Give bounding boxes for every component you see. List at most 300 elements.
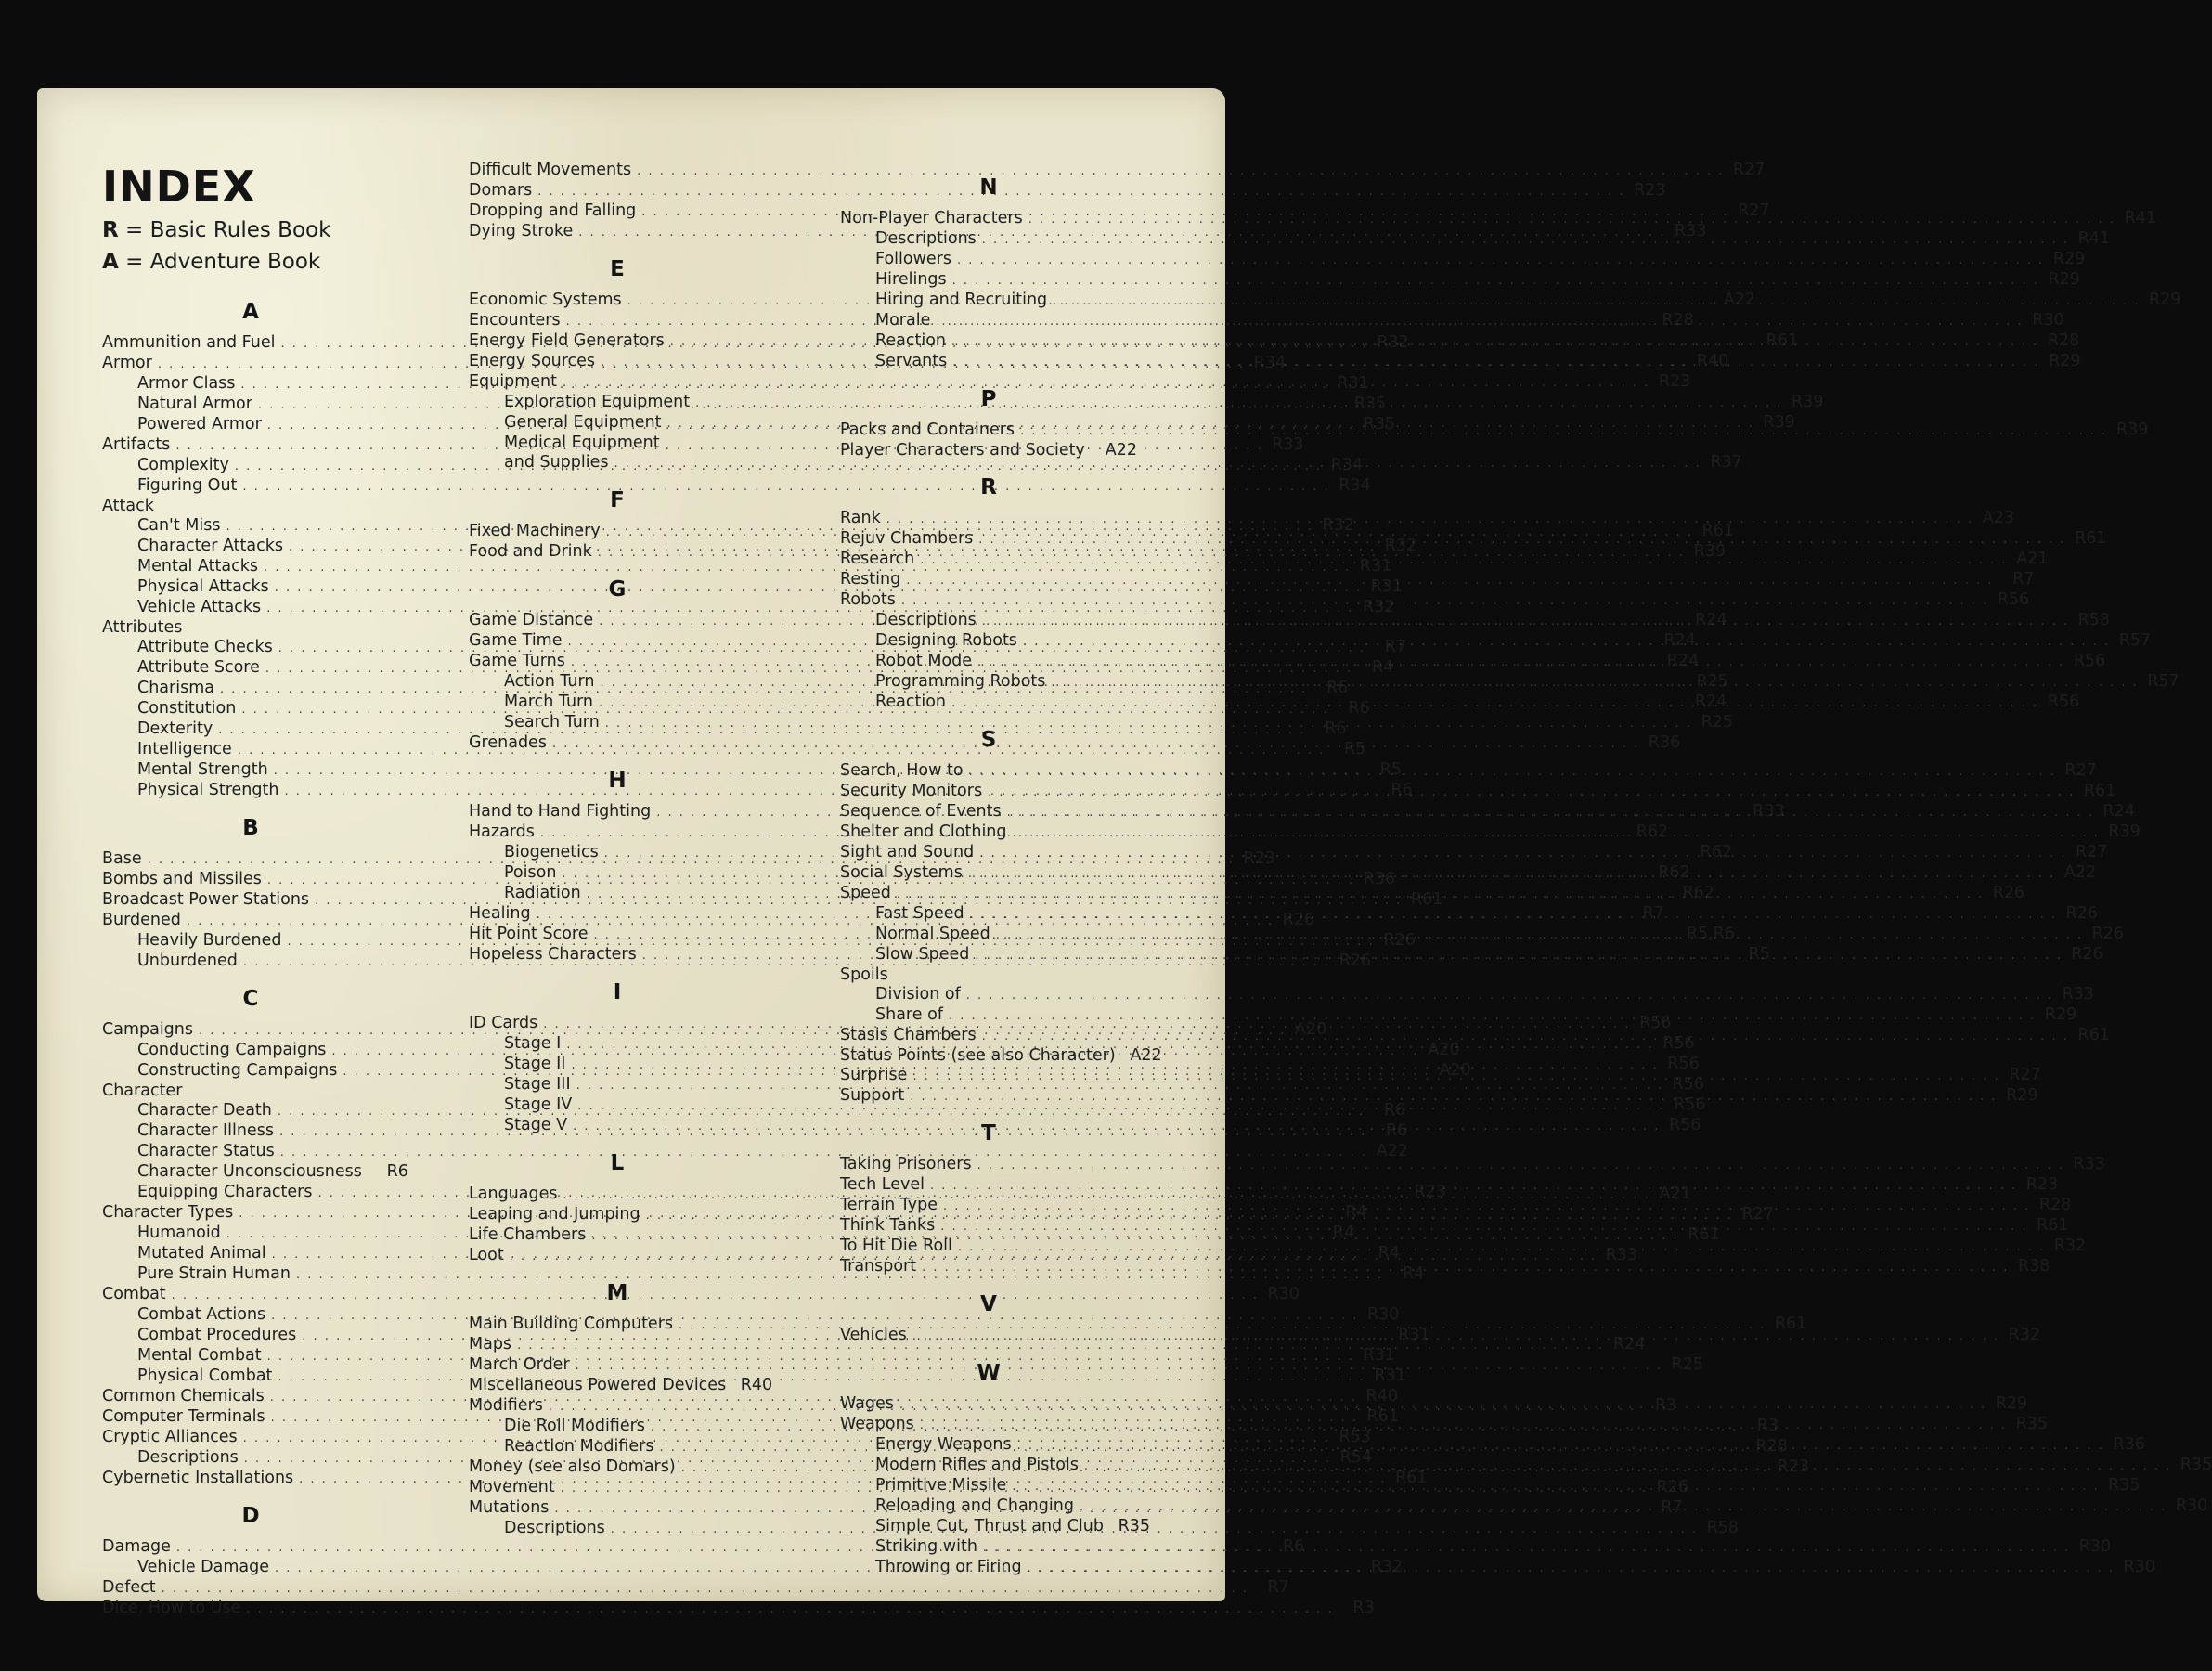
- page-reference: R30: [1367, 1305, 1400, 1324]
- page-reference: R24: [1663, 631, 1696, 650]
- entry-term: Energy Sources: [469, 352, 596, 370]
- entry-term: Natural Armor: [137, 395, 252, 413]
- page-reference: R32: [1362, 598, 1395, 616]
- page-reference: R35: [1363, 415, 1396, 434]
- entry-term: Character Unconsciousness: [137, 1162, 362, 1181]
- entry-term: Reaction: [875, 331, 947, 350]
- section-letter: B: [242, 816, 259, 840]
- dot-leader: [969, 762, 2056, 782]
- page-reference: R6: [1325, 719, 1347, 738]
- dot-leader: [940, 1217, 2027, 1237]
- page-reference: R41: [2124, 209, 2157, 227]
- index-subentry: [840, 250, 2086, 270]
- dot-leader: [1012, 1477, 2099, 1496]
- dot-leader: [951, 693, 2038, 713]
- dot-leader: [912, 1067, 1999, 1086]
- entry-term: Loot: [469, 1246, 504, 1264]
- entry-term: Mental Attacks: [137, 557, 258, 576]
- entry-term: Energy Weapons: [875, 1435, 1012, 1454]
- page-reference: R57: [2147, 672, 2180, 691]
- entry-term: Transport: [840, 1257, 917, 1276]
- page-reference: R6: [1383, 1101, 1406, 1120]
- entry-term: Food and Drink: [469, 542, 592, 561]
- dot-leader: [920, 1416, 2007, 1435]
- entry-term: Hirelings: [875, 270, 947, 289]
- dot-leader: [614, 454, 1701, 473]
- entry-term: Hazards: [469, 823, 535, 841]
- entry-term: Hopeless Characters: [469, 945, 637, 964]
- entry-term: Armor Class: [137, 374, 236, 393]
- entry-term: Surprise: [840, 1066, 908, 1084]
- page-reference: R25: [1696, 672, 1728, 691]
- section-letter: L: [610, 1151, 625, 1175]
- entry-term: Domars: [469, 181, 533, 200]
- entry-term: Packs and Containers: [840, 421, 1015, 439]
- dot-leader: [957, 251, 2044, 270]
- page-reference: R7: [2012, 570, 2035, 589]
- entry-term: Designing Robots: [875, 631, 1017, 650]
- dot-leader: [977, 1156, 2064, 1175]
- entry-term: Intelligence: [137, 740, 232, 758]
- entry-term: March Turn: [504, 693, 594, 711]
- page-reference: R28: [2038, 1196, 2072, 1214]
- entry-term: Pure Strain Human: [137, 1264, 291, 1283]
- entry-term: Game Time: [469, 631, 563, 650]
- entry-term: Stage IV: [504, 1095, 573, 1114]
- dot-leader: [1020, 421, 2107, 441]
- section-letter: H: [608, 769, 627, 793]
- page-reference: R24: [1612, 1335, 1646, 1354]
- page-reference: R61: [2083, 782, 2116, 800]
- entry-term: Morale: [875, 311, 931, 330]
- entry-term: Search, How to: [840, 761, 964, 780]
- page-reference: R32: [2008, 1326, 2040, 1344]
- dot-leader: [242, 477, 1329, 497]
- entry-term: Non-Player Characters: [840, 209, 1023, 227]
- entry-term: Research: [840, 550, 915, 568]
- entry-term: Simple Cut, Thrust and Club: [875, 1517, 1104, 1535]
- entry-term: Combat Actions: [137, 1305, 266, 1324]
- page-reference: R61: [1410, 890, 1443, 909]
- entry-term: Stage II: [504, 1055, 566, 1073]
- entry-term: Reaction Modifiers: [504, 1437, 654, 1456]
- dot-leader: [936, 312, 2023, 331]
- page-reference: R62: [1636, 823, 1669, 841]
- dot-leader: [246, 1600, 1333, 1619]
- dot-leader: [979, 844, 2066, 863]
- page-reference: R30: [2123, 1558, 2155, 1576]
- dot-leader: [970, 905, 2057, 925]
- page-reference: A22: [1723, 291, 1755, 309]
- page-reference: R29: [2044, 1005, 2077, 1024]
- page-reference: R61: [1766, 331, 1799, 350]
- section-letter: V: [980, 1292, 997, 1316]
- page-reference: A22: [1105, 441, 1137, 460]
- entry-term: Player Characters and Society: [840, 441, 1085, 460]
- page-reference: R4: [1378, 1244, 1400, 1263]
- index-entry: [469, 1376, 773, 1396]
- section-letter: A: [242, 300, 259, 324]
- page-reference: R24: [2102, 802, 2135, 821]
- page-reference: R23: [1243, 849, 1275, 868]
- section-letter: T: [981, 1121, 996, 1146]
- entry-term: Healing: [469, 904, 531, 923]
- entry-term: Dropping and Falling: [469, 201, 637, 220]
- entry-term: Poison: [504, 863, 557, 882]
- entry-term: Rank: [840, 509, 881, 527]
- entry-term: Attribute Score: [137, 658, 260, 677]
- index-subentry: [102, 476, 1371, 497]
- page-reference: R56: [1997, 590, 2030, 609]
- entry-term: Vehicle Damage: [137, 1558, 269, 1576]
- page-reference: R39: [2108, 823, 2141, 841]
- page-reference: R32: [1384, 537, 1417, 555]
- entry-term: Descriptions: [137, 1448, 239, 1467]
- entry-term: Unburdened: [137, 952, 238, 970]
- page-reference: A20: [1428, 1041, 1460, 1059]
- legend-adventure-book: [102, 246, 399, 278]
- entry-term: Exploration Equipment: [504, 393, 691, 411]
- dot-leader: [899, 1395, 1986, 1415]
- entry-term: Dexterity: [137, 719, 213, 738]
- entry-term: Money (see also Domars): [469, 1457, 676, 1476]
- entry-term: Ammunition and Fuel: [102, 333, 276, 352]
- page-reference: R4: [1402, 1264, 1425, 1283]
- entry-term: Division of: [875, 985, 961, 1004]
- page-reference: R7: [1384, 638, 1407, 656]
- entry-term: Status Points (see also Character): [840, 1046, 1116, 1065]
- dot-leader: [996, 926, 2083, 945]
- entry-term: Hand to Hand Fighting: [469, 802, 652, 821]
- entry-term: Can't Miss: [137, 516, 221, 535]
- entry-term: Robots: [840, 590, 896, 609]
- page-reference: R26: [1992, 884, 2025, 902]
- page-reference: R37: [1710, 453, 1742, 472]
- entry-term: Social Systems: [840, 863, 963, 882]
- page-reference: R5: [1379, 760, 1402, 779]
- entry-term: Character: [102, 1082, 183, 1100]
- dot-leader: [966, 986, 2053, 1005]
- page-reference: R61: [1688, 1225, 1720, 1244]
- dot-leader: [958, 1237, 2045, 1257]
- entry-term: Servants: [875, 352, 948, 370]
- entry-term: Stage III: [504, 1075, 571, 1094]
- dot-leader: [920, 551, 2007, 570]
- entry-term: Constructing Campaigns: [137, 1061, 338, 1080]
- page-reference: R33: [1675, 222, 1707, 240]
- page-reference: R56: [1667, 1055, 1700, 1073]
- index-page: [37, 88, 2212, 1617]
- dot-leader: [949, 1006, 2036, 1026]
- page-reference: A20: [1295, 1020, 1327, 1039]
- page-reference: R33: [1753, 802, 1785, 821]
- entry-term: Cryptic Alliances: [102, 1428, 238, 1446]
- index-header: [102, 162, 399, 278]
- entry-term: Campaigns: [102, 1020, 194, 1039]
- dot-leader: [951, 332, 2038, 352]
- page-reference: R34: [1330, 456, 1364, 474]
- entry-term: Sequence of Events: [840, 802, 1002, 821]
- entry-term: Spoils: [840, 965, 888, 984]
- entry-term: Slow Speed: [875, 945, 970, 964]
- entry-term: Normal Speed: [875, 925, 990, 943]
- dot-leader: [943, 1197, 2030, 1216]
- page-reference: R4: [1345, 1203, 1367, 1222]
- page-reference: R56: [1674, 1095, 1706, 1114]
- entry-term: Die Roll Modifiers: [504, 1417, 645, 1435]
- page-reference: R32: [1322, 516, 1354, 535]
- entry-term: Common Chemicals: [102, 1387, 265, 1405]
- page-reference: R27: [1738, 201, 1770, 220]
- dot-leader: [1013, 823, 2100, 843]
- dot-leader: [930, 1176, 2017, 1196]
- page-reference: R62: [1658, 863, 1690, 882]
- page-reference: R56: [2073, 652, 2106, 670]
- page-reference: R7: [1642, 904, 1664, 923]
- dot-leader: [952, 271, 2039, 291]
- entry-term: Primitive Missile: [875, 1476, 1007, 1495]
- entry-term: Mutations: [469, 1498, 550, 1517]
- entry-term: Tech Level: [840, 1175, 925, 1194]
- entry-term: Constitution: [137, 699, 237, 718]
- page-reference: R35: [2180, 1456, 2212, 1474]
- page-reference: R6: [1385, 1121, 1408, 1140]
- entry-term: Reaction: [875, 693, 947, 711]
- entry-term: Hit Point Score: [469, 925, 589, 943]
- entry-term: Mental Combat: [137, 1346, 262, 1365]
- index-entry: [102, 497, 399, 516]
- page-reference: R35: [2015, 1415, 2049, 1433]
- page-reference: R27: [1741, 1205, 1774, 1224]
- page-reference: A21: [1659, 1185, 1691, 1203]
- entry-term: Character Illness: [137, 1121, 274, 1140]
- entry-term: Programming Robots: [875, 672, 1046, 691]
- entry-term: Miscellaneous Powered Devices: [469, 1376, 727, 1394]
- entry-term: Stasis Chambers: [840, 1026, 977, 1044]
- entry-term: Radiation: [504, 884, 581, 902]
- entry-term: Economic Systems: [469, 291, 622, 309]
- index-entry: [102, 1599, 1375, 1619]
- dot-leader: [1028, 210, 2115, 229]
- page-reference: R25: [1671, 1355, 1703, 1374]
- page-reference: R25: [1701, 713, 1734, 732]
- entry-term: Reloading and Changing: [875, 1496, 1074, 1515]
- entry-term: Bombs and Missiles: [102, 870, 262, 888]
- entry-term: Attributes: [102, 618, 183, 637]
- dot-leader: [912, 1327, 1999, 1346]
- page-reference: R34: [1253, 354, 1287, 372]
- page-reference: R29: [2052, 250, 2086, 268]
- dot-leader: [922, 1258, 2009, 1277]
- page-reference: R30: [2032, 311, 2064, 330]
- entry-term: Humanoid: [137, 1224, 221, 1242]
- dot-leader: [983, 1538, 2070, 1558]
- entry-term: Heavily Burdened: [137, 931, 282, 950]
- entry-term: Mental Strength: [137, 760, 268, 779]
- page-reference: R57: [2118, 631, 2152, 650]
- index-subentry: [840, 270, 2080, 291]
- entry-term: Physical Combat: [137, 1367, 273, 1385]
- page-reference: R7: [1661, 1498, 1683, 1517]
- page-reference: A22: [1376, 1142, 1409, 1160]
- page-reference: R27: [1732, 161, 1766, 179]
- dot-leader: [988, 783, 2075, 802]
- dot-leader: [637, 162, 1724, 181]
- page-reference: R56: [2047, 693, 2080, 711]
- page-title: INDEX: [102, 162, 256, 212]
- index-subentry: [840, 985, 2095, 1005]
- entry-term: Hiring and Recruiting: [875, 291, 1048, 309]
- page-reference: R31: [1370, 577, 1404, 596]
- page-reference: A22: [2063, 863, 2097, 882]
- page-reference: R39: [1693, 542, 1727, 561]
- entry-term: Broadcast Power Stations: [102, 890, 310, 909]
- page-reference: R40: [1696, 352, 1729, 370]
- page-reference: R26: [1656, 1478, 1688, 1496]
- page-reference: R30: [2175, 1496, 2208, 1515]
- page-reference: R3: [1352, 1599, 1375, 1617]
- section-letter: E: [610, 257, 625, 281]
- page-reference: R26: [2071, 945, 2103, 964]
- page-reference: R23: [2025, 1175, 2059, 1194]
- index-entry: [469, 161, 1766, 181]
- page-reference: R27: [2076, 843, 2108, 861]
- entry-term: Speed: [840, 884, 891, 902]
- page-reference: R31: [1337, 374, 1369, 393]
- entry-term: Throwing or Firing: [875, 1558, 1022, 1576]
- index-subentry: [469, 434, 766, 453]
- page-reference: R23: [1658, 372, 1691, 391]
- entry-term: Charisma: [137, 679, 214, 697]
- page-reference: R34: [1339, 476, 1371, 495]
- section-letter: C: [242, 987, 259, 1011]
- page-reference: R4: [1371, 658, 1394, 677]
- page-reference: R56: [1662, 1034, 1695, 1053]
- index-entry: [840, 1046, 1162, 1066]
- entry-term: Descriptions: [504, 1519, 605, 1537]
- entry-term: Leaping and Jumping: [469, 1205, 640, 1224]
- page-reference: R6: [386, 1162, 408, 1181]
- entry-term: Support: [840, 1086, 905, 1105]
- entry-term: Cybernetic Installations: [102, 1469, 294, 1487]
- entry-term: Sight and Sound: [840, 843, 975, 861]
- page-reference: R61: [2075, 529, 2107, 548]
- page-reference: A21: [2016, 550, 2049, 568]
- page-reference: R23: [1634, 181, 1666, 200]
- page-reference: R3: [1756, 1417, 1779, 1435]
- dot-leader: [1051, 673, 2138, 693]
- entry-term: Wages: [840, 1394, 894, 1413]
- entry-term: Movement: [469, 1478, 555, 1496]
- dot-leader: [901, 591, 1988, 611]
- page-reference: R53: [1339, 1428, 1371, 1446]
- entry-term: Damage: [102, 1537, 171, 1556]
- entry-term: Action Turn: [504, 672, 595, 691]
- page-reference: R39: [1763, 413, 1795, 432]
- page-reference: R7: [1267, 1578, 1289, 1597]
- page-reference: R35: [1118, 1517, 1150, 1535]
- entry-term: Followers: [875, 250, 951, 268]
- dot-leader: [886, 510, 1973, 529]
- entry-term: Rejuv Chambers: [840, 529, 974, 548]
- index-entry: [102, 1285, 1300, 1305]
- page-reference: R26: [2065, 904, 2098, 923]
- page-reference: R62: [1682, 884, 1714, 902]
- entry-term: Energy Field Generators: [469, 331, 665, 350]
- page-reference: R3: [1654, 1396, 1677, 1415]
- entry-term: Modifiers: [469, 1396, 543, 1415]
- dot-leader: [611, 1520, 1698, 1539]
- page-reference: R29: [1995, 1394, 2028, 1413]
- entry-term: Encounters: [469, 311, 561, 330]
- entry-term: Character Status: [137, 1142, 275, 1160]
- dot-leader: [982, 612, 2069, 631]
- page-reference: R26: [1383, 931, 1416, 950]
- page-reference: R36: [2113, 1435, 2145, 1454]
- entry-term: Main Building Computers: [469, 1315, 674, 1333]
- entry-term: Descriptions: [875, 229, 977, 248]
- index-entry: [840, 1155, 2105, 1175]
- entry-term: Defect: [102, 1578, 156, 1597]
- section-letter: P: [980, 387, 997, 411]
- entry-term: Vehicle Attacks: [137, 598, 262, 616]
- entry-term: March Order: [469, 1355, 570, 1374]
- page-reference: R26: [1339, 952, 1372, 970]
- page-reference: R5: [1748, 945, 1770, 964]
- legend-text: = Basic Rules Book: [125, 218, 331, 242]
- entry-term: Character Types: [102, 1203, 234, 1222]
- page-reference: R33: [1272, 435, 1304, 454]
- entry-term: Fast Speed: [875, 904, 964, 923]
- section-letter: F: [610, 488, 625, 512]
- dot-leader: [605, 714, 1692, 733]
- entry-term: Think Tanks: [840, 1216, 936, 1235]
- entry-term: Share of: [875, 1005, 943, 1024]
- entry-term: Figuring Out: [137, 476, 238, 495]
- entry-term: Artifacts: [102, 435, 171, 454]
- section-letter: I: [613, 980, 622, 1004]
- entry-term: Physical Strength: [137, 781, 279, 799]
- page-reference: R40: [740, 1376, 773, 1394]
- dot-leader: [910, 1087, 1997, 1107]
- section-letter: G: [608, 577, 627, 602]
- entry-term: Security Monitors: [840, 782, 983, 800]
- dot-leader: [1028, 1559, 2115, 1578]
- page-reference: R56: [1672, 1075, 1704, 1094]
- entry-term: Burdened: [102, 911, 181, 929]
- page-reference: R4: [1332, 1224, 1355, 1242]
- page-reference: R61: [2077, 1026, 2110, 1044]
- legend-text: = Adventure Book: [125, 250, 321, 274]
- entry-term: Attack: [102, 497, 154, 515]
- page-reference: R29: [2149, 291, 2181, 309]
- page-reference: R61: [1774, 1315, 1807, 1333]
- page-reference: R31: [1359, 557, 1392, 576]
- page-reference: R29: [2048, 270, 2080, 289]
- entry-term: Vehicles: [840, 1326, 907, 1344]
- entry-term: Maps: [469, 1335, 512, 1354]
- page-reference: R61: [1701, 522, 1734, 540]
- entry-term: Dying Stroke: [469, 222, 574, 240]
- page-reference: R54: [1339, 1448, 1373, 1467]
- entry-term: Grenades: [469, 733, 547, 752]
- page-reference: A23: [1982, 509, 2015, 527]
- entry-term: Complexity: [137, 456, 229, 474]
- entry-term: Character Attacks: [137, 537, 283, 555]
- section-letter: D: [241, 1504, 260, 1528]
- dot-leader: [982, 230, 2069, 250]
- entry-term: To Hit Die Roll: [840, 1237, 952, 1255]
